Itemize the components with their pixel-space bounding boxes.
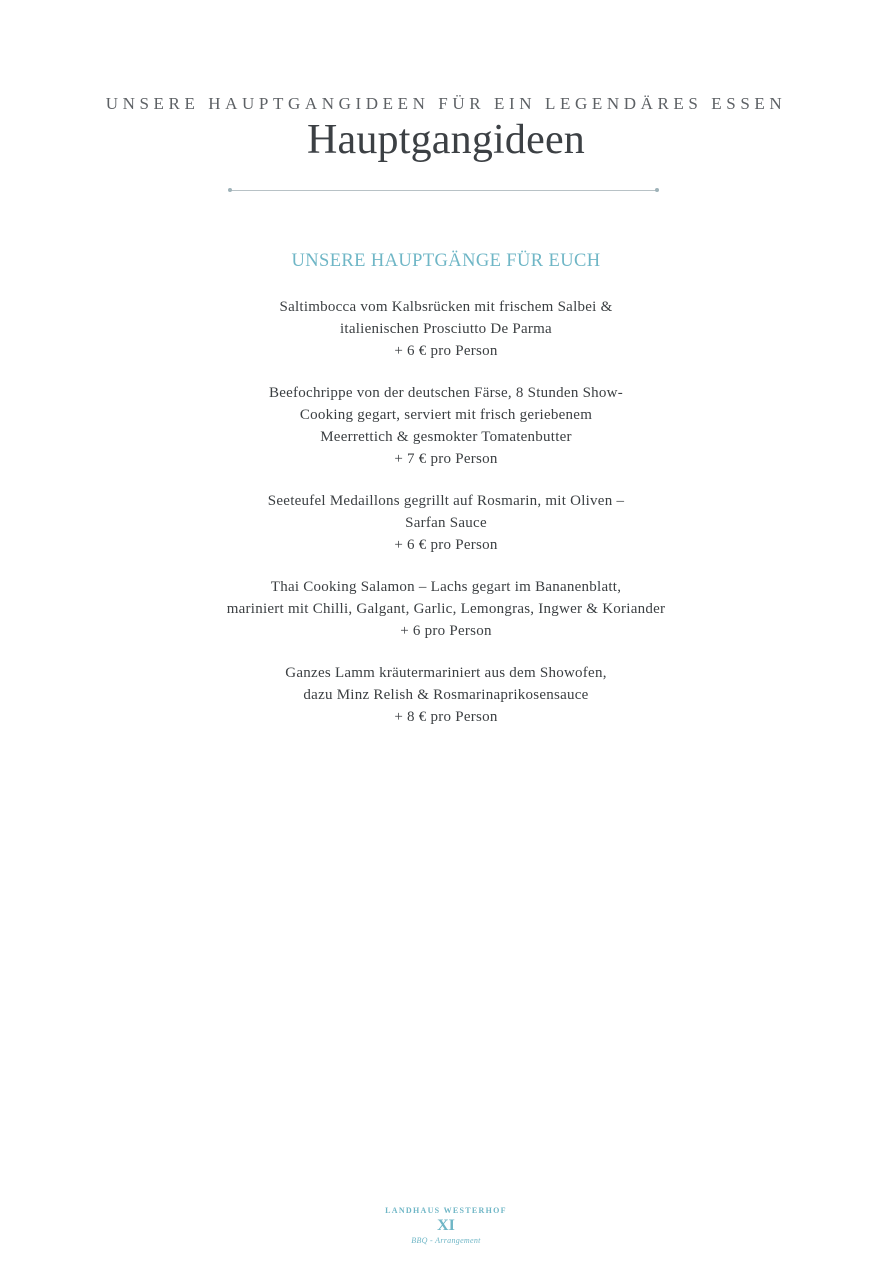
- footer-brand: LANDHAUS WESTERHOF: [385, 1206, 507, 1215]
- dish-item: [0, 490, 892, 556]
- page-kicker: UNSERE HAUPTGANGIDEEN FÜR EIN LEGENDÄRES ESSEN: [105, 94, 787, 113]
- dish-description-line: Beefochrippe von der deutschen Färse, 8 Stunden Show-: [268, 385, 623, 401]
- dish-description-line: Meerrettich & gesmokter Tomatenbutter: [320, 429, 572, 445]
- dish-price: + 7 € pro Person: [394, 451, 498, 467]
- divider-dot-right: [655, 188, 659, 192]
- section-heading: UNSERE HAUPTGÄNGE FÜR EUCH: [291, 251, 601, 271]
- dish-price: + 6 € pro Person: [394, 537, 498, 553]
- dish-description-line: Cooking gegart, serviert mit frisch geriebenem: [299, 407, 593, 423]
- dish-description-line: mariniert mit Chilli, Galgant, Garlic, Lemongras, Ingwer & Koriander: [226, 601, 666, 617]
- dish-item: [0, 576, 892, 642]
- dish-list: [0, 296, 892, 748]
- dish-price: + 8 € pro Person: [394, 709, 498, 725]
- dish-item: [0, 662, 892, 728]
- dish-description-line: Seeteufel Medaillons gegrillt auf Rosmarin, mit Oliven –: [267, 493, 625, 509]
- dish-description-line: Sarfan Sauce: [405, 515, 487, 531]
- dish-description-line: Ganzes Lamm kräutermariniert aus dem Showofen,: [285, 665, 607, 681]
- dish-price: + 6 pro Person: [400, 623, 492, 639]
- dish-item: [0, 382, 892, 470]
- page-title: Hauptgangideen: [306, 117, 586, 163]
- dish-item: [0, 296, 892, 362]
- dish-price: + 6 € pro Person: [394, 343, 498, 359]
- title-divider: [230, 190, 657, 191]
- dish-description-line: dazu Minz Relish & Rosmarinaprikosensauce: [303, 687, 589, 703]
- dish-description-line: Saltimbocca vom Kalbsrücken mit frischem Salbei &: [279, 299, 613, 315]
- dish-description-line: Thai Cooking Salamon – Lachs gegart im Bananenblatt,: [270, 579, 622, 595]
- footer-subtitle: BBQ - Arrangement: [411, 1236, 481, 1245]
- page-number: XI: [437, 1217, 455, 1234]
- dish-description-line: italienischen Prosciutto De Parma: [340, 321, 552, 337]
- page-footer: [0, 1206, 892, 1245]
- divider-dot-left: [228, 188, 232, 192]
